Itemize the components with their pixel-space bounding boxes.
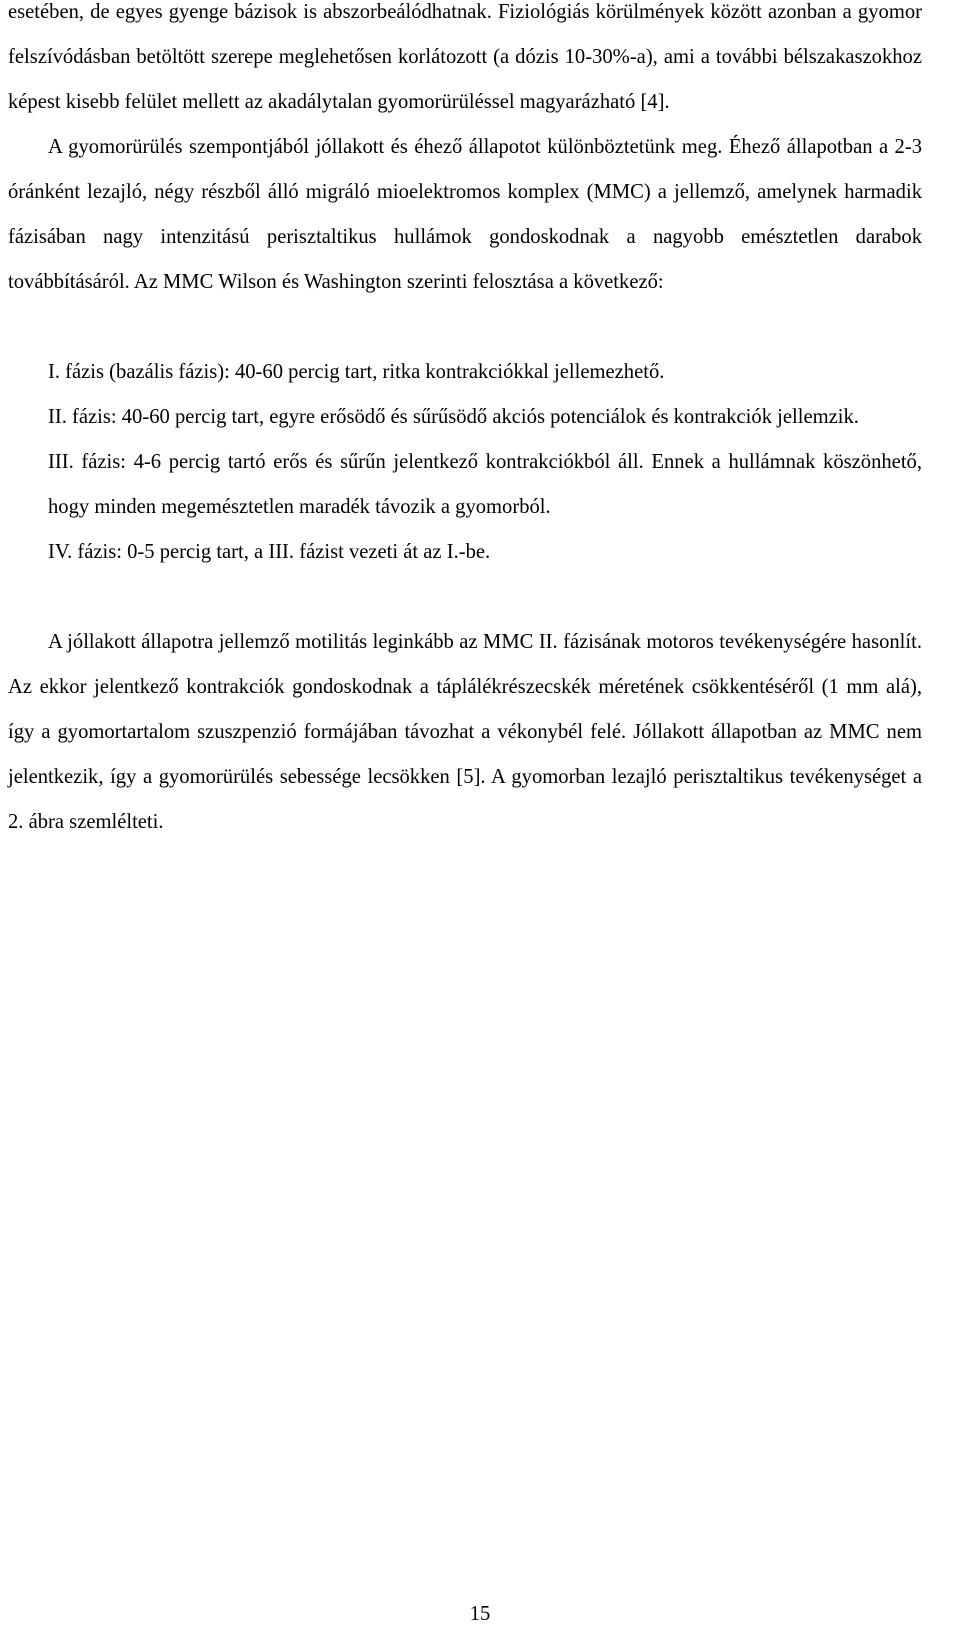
phase-item-2: II. fázis: 40-60 percig tart, egyre erősödő és sűrűsödő akciós potenciálok és kontrakciók jellemzik. <box>48 406 859 428</box>
phase-item-1: I. fázis (bazális fázis): 40-60 percig tart, ritka kontrakciókkal jellemezhető. <box>48 361 665 383</box>
blank-line <box>8 305 922 350</box>
paragraph-fed-state-motility: A jóllakott állapotra jellemző motilitás leginkább az MMC II. fázisának motoros tevékenységére hasonlít. Az ekkor jelentkező kontrakciók gondoskodnak a táplálékrészecskék méretének csökkentéséről (1 mm alá), így a gyomortartalom szuszpenzió formájában távozhat a vékonybél felé. Jóllakott állapotban az MMC nem jelentkezik, így a gyomorürülés sebessége lecsökken [5]. A gyomorban lezajló perisztaltikus tevékenységet a 2. ábra szemlélteti. <box>8 631 922 833</box>
phase-item-3: III. fázis: 4-6 percig tartó erős és sűrűn jelentkező kontrakciókból áll. Ennek a hullámnak köszönhető, hogy minden megemésztetlen maradék távozik a gyomorból. <box>48 451 922 518</box>
paragraph-fasting-fed-states: A gyomorürülés szempontjából jóllakott és éhező állapotot különböztetünk meg. Éhező állapotban a 2-3 óránként lezajló, négy részből álló migráló mioelektromos komplex (MMC) a jellemző, amelynek harmadik fázisában nagy intenzitású perisztaltikus hullámok gondoskodnak a nagyobb emésztetlen darabok továbbításáról. Az MMC Wilson és Washington szerinti felosztása a következő: <box>8 136 922 293</box>
phase-item-4: IV. fázis: 0-5 percig tart, a III. fázist vezeti át az I.-be. <box>48 541 491 563</box>
paragraph-intro: esetében, de egyes gyenge bázisok is abszorbeálódhatnak. Fiziológiás körülmények között azonban a gyomor felszívódásban betöltött szerepe meglehetősen korlátozott (a dózis 10-30%-a), ami a további bélszakaszokhoz képest kisebb felület mellett az akadálytalan gyomorürüléssel magyarázható [4]. <box>8 1 922 113</box>
blank-line <box>8 575 922 620</box>
document-page <box>8 0 922 845</box>
page-number: 15 <box>469 1603 491 1625</box>
